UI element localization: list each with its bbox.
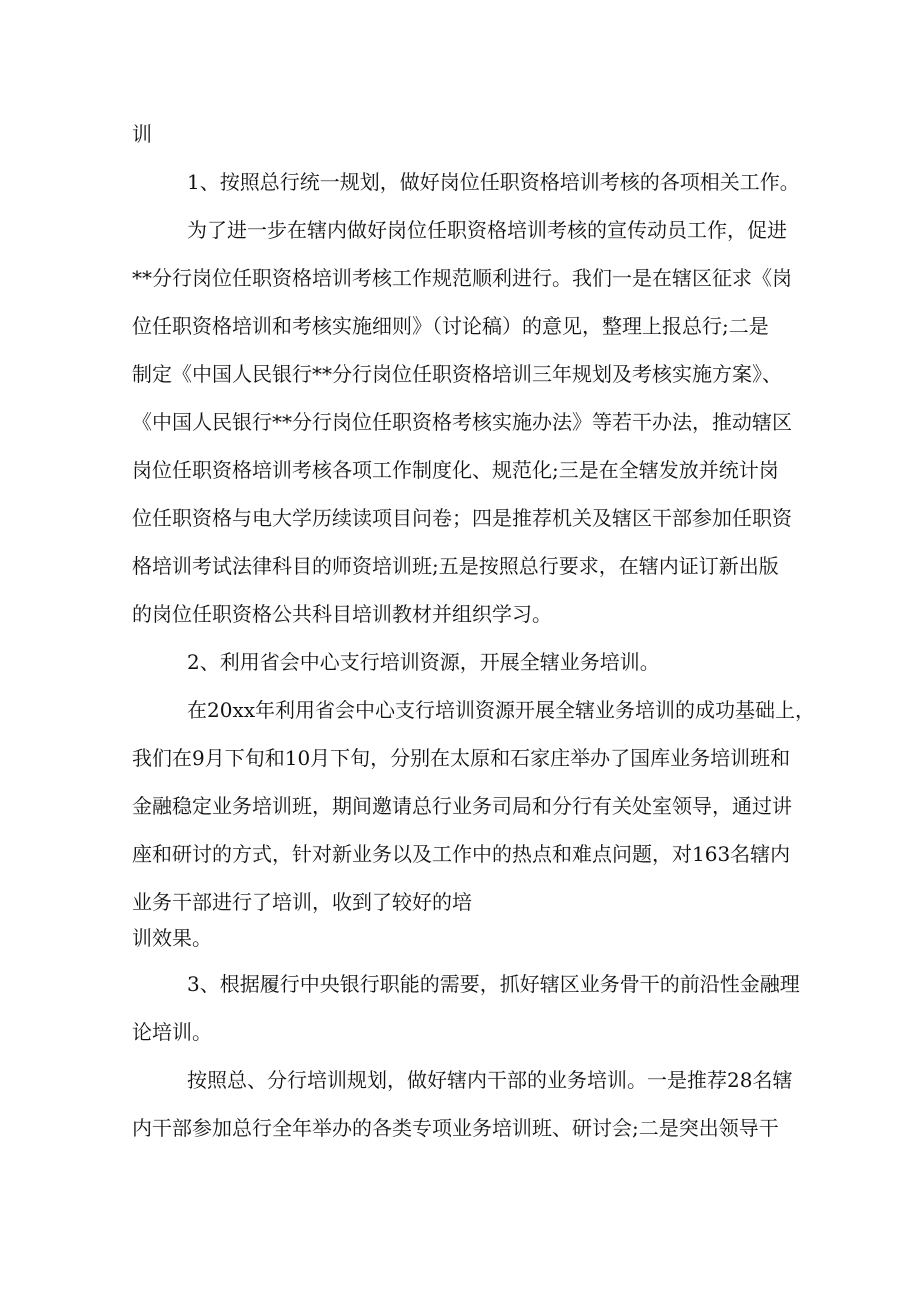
text-line: 位任职资格培训和考核实施细则》（讨论稿）的意见，整理上报总行;二是: [132, 314, 769, 338]
text-line: 制定《中国人民银行**分行岗位任职资格培训三年规划及考核实施方案》、: [132, 362, 782, 386]
text-line: 我们在9月下旬和10月下旬，分别在太原和石家庄举办了国库业务培训班和: [132, 746, 791, 770]
text-line: 3、根据履行中央银行职能的需要，抓好辖区业务骨干的前沿性金融理: [187, 972, 800, 996]
text-line: 内干部参加总行全年举办的各类专项业务培训班、研讨会;二是突出领导干: [132, 1116, 779, 1140]
text-line: 2、利用省会中心支行培训资源，开展全辖业务培训。: [187, 650, 660, 674]
text-line: 1、按照总行统一规划，做好岗位任职资格培训考核的各项相关工作。: [187, 170, 800, 194]
text-line: 按照总、分行培训规划，做好辖内干部的业务培训。一是推荐28名辖: [187, 1068, 793, 1092]
text-line: 座和研讨的方式，针对新业务以及工作中的热点和难点问题，对163名辖内: [132, 842, 791, 866]
text-line: 岗位任职资格培训考核各项工作制度化、规范化;三是在全辖发放并统计岗: [132, 458, 779, 482]
text-line: 位任职资格与电大学历续读项目问卷；四是推荐机关及辖区干部参加任职资: [132, 506, 792, 530]
text-line: 在20xx年利用省会中心支行培训资源开展全辖业务培训的成功基础上，: [187, 698, 816, 722]
text-line: **分行岗位任职资格培训考核工作规范顺利进行。我们一是在辖区征求《岗: [132, 266, 792, 290]
text-line: 业务干部进行了培训，收到了较好的培: [132, 890, 472, 914]
text-line: 论培训。: [132, 1020, 212, 1044]
text-line: 的岗位任职资格公共科目培训教材并组织学习。: [132, 602, 552, 626]
text-line: 金融稳定业务培训班，期间邀请总行业务司局和分行有关处室领导，通过讲: [132, 794, 792, 818]
text-line: 格培训考试法律科目的师资培训班;五是按照总行要求，在辖内证订新出版: [132, 554, 779, 578]
text-line: 训: [132, 122, 152, 146]
text-line: 训效果。: [132, 926, 212, 950]
text-line: 《中国人民银行**分行岗位任职资格考核实施办法》等若干办法，推动辖区: [132, 410, 792, 434]
text-line: 为了进一步在辖内做好岗位任职资格培训考核的宣传动员工作，促进: [187, 218, 787, 242]
